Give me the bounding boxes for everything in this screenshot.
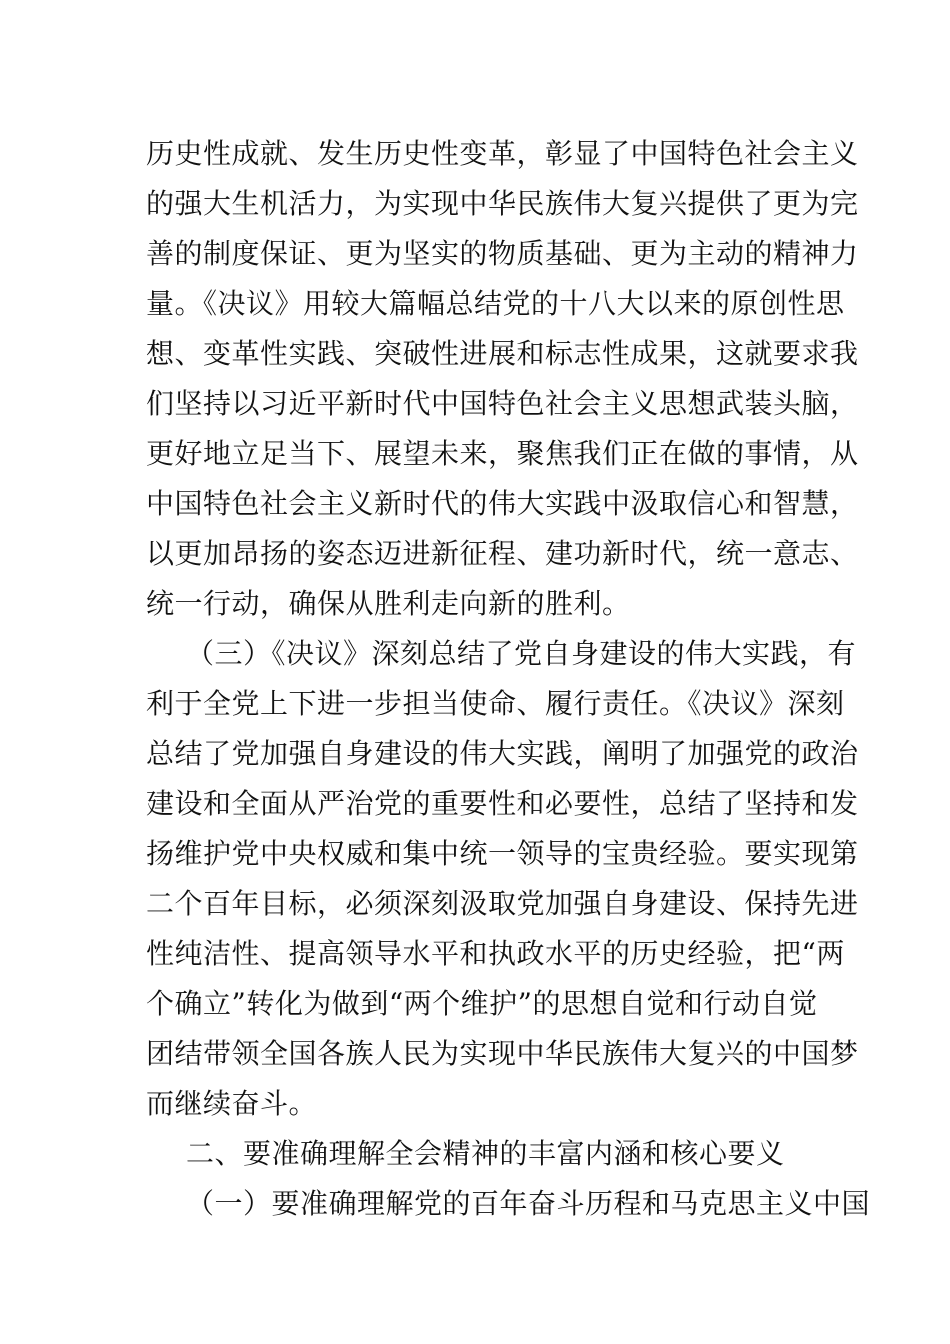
text-line: 利于全党上下进一步担当使命、履行责任。《决议》深刻 [146, 687, 845, 720]
subsection-heading: （一）要准确理解党的百年奋斗历程和马克思主义中国 [186, 1187, 871, 1220]
text-line: 善的制度保证、更为坚实的物质基础、更为主动的精神力 [146, 237, 859, 270]
paragraph-start-line: （三）《决议》深刻总结了党自身建设的伟大实践，有 [186, 637, 857, 670]
text-line: 建设和全面从严治党的重要性和必要性，总结了坚持和发 [146, 787, 859, 820]
text-line: 扬维护党中央权威和集中统一领导的宝贵经验。要实现第 [146, 837, 859, 870]
text-line: 个确立”转化为做到“两个维护”的思想自觉和行动自觉 [146, 987, 818, 1020]
text-line: 性纯洁性、提高领导水平和执政水平的历史经验，把“两 [146, 937, 845, 970]
text-line: 二个百年目标，必须深刻汲取党加强自身建设、保持先进 [146, 887, 859, 920]
text-line: 以更加昂扬的姿态迈进新征程、建功新时代，统一意志、 [146, 537, 859, 570]
text-line: 而继续奋斗。 [146, 1087, 318, 1120]
section-heading: 二、要准确理解全会精神的丰富内涵和核心要义 [186, 1137, 785, 1170]
text-line: 量。《决议》用较大篇幅总结党的十八大以来的原创性思 [146, 287, 845, 320]
text-line: 更好地立足当下、展望未来，聚焦我们正在做的事情，从 [146, 437, 859, 470]
text-line: 的强大生机活力，为实现中华民族伟大复兴提供了更为完 [146, 187, 859, 220]
text-line: 们坚持以习近平新时代中国特色社会主义思想武装头脑， [146, 387, 859, 420]
text-line: 团结带领全国各族人民为实现中华民族伟大复兴的中国梦 [146, 1037, 859, 1070]
text-line: 统一行动，确保从胜利走向新的胜利。 [146, 587, 631, 620]
text-line: 历史性成就、发生历史性变革，彰显了中国特色社会主义 [146, 137, 859, 170]
text-line: 中国特色社会主义新时代的伟大实践中汲取信心和智慧， [146, 487, 859, 520]
text-line: 想、变革性实践、突破性进展和标志性成果，这就要求我 [146, 337, 859, 370]
text-line: 总结了党加强自身建设的伟大实践，阐明了加强党的政治 [146, 737, 859, 770]
